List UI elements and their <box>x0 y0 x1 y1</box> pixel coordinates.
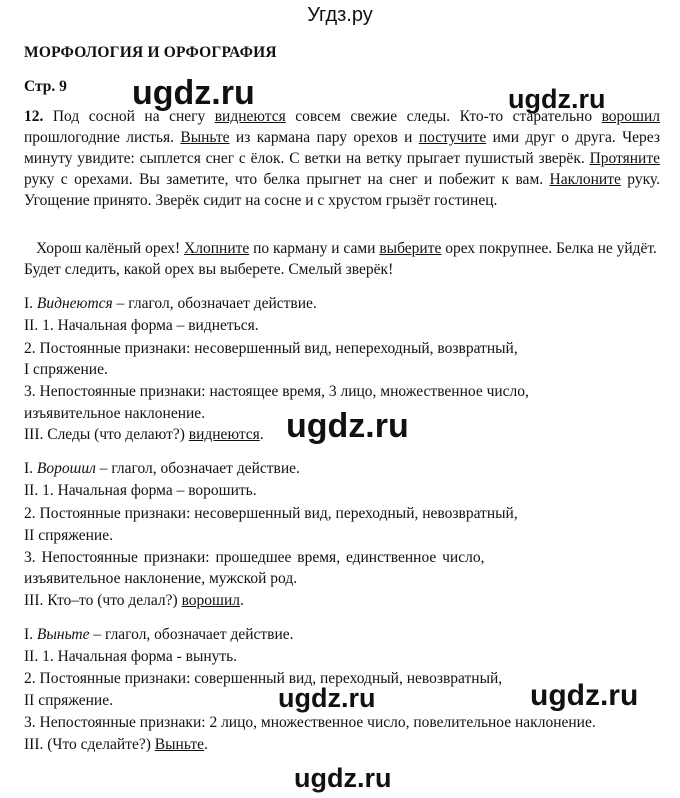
analysis-2-line-5: 3. Непостоянные признаки: прошедшее время, единственное число, <box>24 549 485 566</box>
analysis-3-line-5: 3. Непостоянные признаки: 2 лицо, множественное число, повелительное наклонение. <box>24 714 596 731</box>
analyzed-word: Выньте <box>36 626 90 643</box>
section-heading: МОРФОЛОГИЯ И ОРФОГРАФИЯ <box>24 44 277 61</box>
analysis-2-line-2: II. 1. Начальная форма – ворошить. <box>24 482 257 499</box>
analysis-1-line-6: изъявительное наклонение. <box>24 405 206 422</box>
analysis-3-line-2: II. 1. Начальная форма - вынуть. <box>24 648 238 665</box>
line-text: – глагол, обозначает действие. <box>89 626 294 643</box>
underlined-verb: виднеются <box>188 426 260 443</box>
exercise-paragraph-1 <box>24 106 660 211</box>
analysis-2-line-1 <box>24 460 300 478</box>
line-suffix: . <box>240 592 244 609</box>
underlined-verb: постучите <box>418 129 487 146</box>
line-prefix: I. <box>24 460 37 477</box>
line-text: – глагол, обозначает действие. <box>112 295 317 312</box>
analysis-1-line-2: II. 1. Начальная форма – виднеться. <box>24 317 259 334</box>
line-text: III. Кто–то (что делал?) <box>24 592 182 609</box>
watermark: ugdz.ru <box>132 74 255 112</box>
text-segment: руку. Угощение принято. Зверёк сидит на сосне и с хрустом грызёт гостинец. <box>24 171 660 209</box>
underlined-verb: выберите <box>379 240 442 257</box>
underlined-verb: виднеются <box>214 108 286 125</box>
analysis-1-line-7 <box>24 426 264 444</box>
line-prefix: I. <box>24 626 37 643</box>
analysis-1-line-1 <box>24 295 317 313</box>
underlined-verb: ворошил <box>601 108 660 125</box>
analyzed-word: Виднеются <box>36 295 113 312</box>
underlined-verb: Выньте <box>180 129 230 146</box>
line-suffix: . <box>259 426 264 443</box>
analysis-1-line-3: 2. Постоянные признаки: несовершенный вид, непереходный, возвратный, <box>24 340 518 357</box>
text-segment: по карману и сами <box>249 240 380 257</box>
underlined-verb: Протяните <box>589 150 660 167</box>
line-text: III. (Что сделайте?) <box>24 736 155 753</box>
analysis-2-line-6: изъявительное наклонение, мужской род. <box>24 570 298 587</box>
watermark: ugdz.ru <box>286 407 409 445</box>
analysis-1-line-4: I спряжение. <box>24 361 108 378</box>
analyzed-word: Ворошил <box>36 460 96 477</box>
text-segment: Под сосной на снегу <box>43 108 215 125</box>
watermark: ugdz.ru <box>530 679 639 712</box>
exercise-number: 12. <box>24 108 44 125</box>
text-segment: Хорош калёный орех! <box>36 240 185 257</box>
watermark: ugdz.ru <box>294 763 392 793</box>
analysis-2-line-7 <box>24 592 244 610</box>
page-reference: Стр. 9 <box>24 78 67 95</box>
underlined-verb: ворошил <box>181 592 241 609</box>
underlined-verb: Хлопните <box>184 240 250 257</box>
text-segment: ими друг о друга. Через минуту увидите: сыплется снег с ёлок. С ветки на ветку прыгает пушистый зверёк. <box>24 129 660 167</box>
text-segment: орех покрупнее. Белка не уйдёт. Будет следить, какой орех вы выберете. Смелый зверёк! <box>24 240 657 278</box>
analysis-3-line-7 <box>24 736 208 754</box>
watermark: ugdz.ru <box>508 84 606 114</box>
analysis-3-line-1 <box>24 626 294 644</box>
analysis-1-line-5: 3. Непостоянные признаки: настоящее время, 3 лицо, множественное число, <box>24 383 529 400</box>
line-prefix: I. <box>24 295 37 312</box>
analysis-3-line-4: II спряжение. <box>24 692 113 709</box>
exercise-paragraph-2 <box>24 238 660 280</box>
watermark: ugdz.ru <box>278 683 376 713</box>
line-text: – глагол, обозначает действие. <box>95 460 300 477</box>
text-segment: руку с орехами. Вы заметите, что белка прыгнет на снег и побежит к вам. <box>24 171 550 188</box>
underlined-verb: Выньте <box>154 736 204 753</box>
text-segment: прошлогодние листья. <box>24 129 181 146</box>
line-text: III. Следы (что делают?) <box>24 426 189 443</box>
analysis-3-line-3: 2. Постоянные признаки: совершенный вид, переходный, невозвратный, <box>24 670 503 687</box>
analysis-2-line-4: II спряжение. <box>24 527 113 544</box>
text-segment: совсем свежие следы. Кто-то старательно <box>285 108 602 125</box>
analysis-2-line-3: 2. Постоянные признаки: несовершенный вид, переходный, невозвратный, <box>24 505 518 522</box>
line-suffix: . <box>203 736 208 753</box>
text-segment: из кармана пару орехов и <box>229 129 419 146</box>
underlined-verb: Наклоните <box>549 171 621 188</box>
site-title: Угдз.ру <box>307 4 373 26</box>
